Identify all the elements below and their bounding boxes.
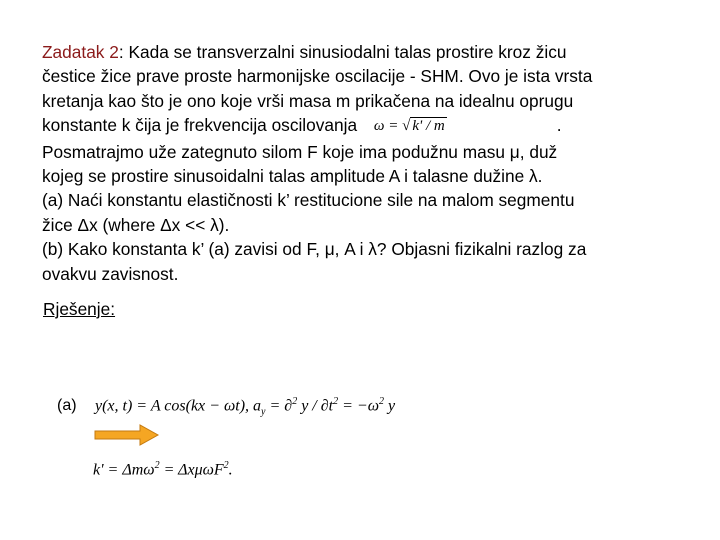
formula-a-segment: y(x, t) = A cos(kx − ωt), a [95, 397, 262, 415]
problem-line-10: ovakvu zavisnost. [42, 263, 179, 284]
problem-line-7: (a) Naći konstantu elastičnosti k’ restitucione sile na malom segmentu [42, 190, 575, 211]
problem-line-6: kojeg se prostire sinusoidalni talas amplitude A i talasne dužine λ. [42, 166, 543, 187]
formula-a-subscript: y [261, 406, 266, 418]
problem-line-5: Posmatrajmo uže zategnuto silom F koje ima podužnu masu μ, duž [42, 141, 558, 162]
problem-line-9: (b) Kako konstanta k’ (a) zavisi od F, μ, A i λ? Objasni fizikalni razlog za [42, 239, 587, 260]
formula-wave-equation [95, 396, 395, 418]
formula-a-segment: = ∂ [265, 397, 293, 415]
solution-heading: Rješenje: [43, 299, 116, 319]
problem-line-2: čestice žice prave proste harmonijske oscilacije - SHM. Ovo je ista vrsta [42, 66, 593, 87]
formula-a-segment: = −ω [338, 397, 379, 415]
sqrt-icon: √ [402, 118, 411, 135]
formula-spring-constant [93, 460, 233, 479]
formula-b-segment: k' = Δmω [93, 461, 155, 479]
problem-number: Zadatak 2 [42, 42, 119, 62]
problem-statement [42, 40, 712, 286]
problem-line-3: kretanja kao što je ono koje vrši masa m prikačena na idealnu oprugu [42, 90, 574, 111]
problem-line-4-end: . [556, 115, 562, 136]
problem-line-4 [42, 113, 712, 139]
formula-a-superscript: 2 [292, 396, 298, 407]
omega-radicand: k' / m [412, 118, 445, 135]
problem-title-text: : Kada se transverzalni sinusiodalni talas prostire kroz žicu [118, 42, 567, 62]
formula-a-superscript: 2 [378, 396, 384, 407]
formula-a-segment: y [383, 397, 396, 415]
formula-b-superscript: 2 [223, 460, 229, 471]
problem-line-4-text: konstante k čija je frekvencija oscilovanja [42, 115, 358, 136]
formula-b-superscript: 2 [154, 460, 160, 471]
problem-title-line [42, 40, 712, 64]
part-a-label: (a) [57, 397, 77, 414]
formula-b-segment: = ΔxμωF [159, 461, 224, 479]
problem-line-8: žice Δx (where Δx << λ). [42, 214, 230, 235]
formula-a-segment: y / ∂t [297, 397, 334, 415]
formula-b-segment: . [228, 461, 233, 479]
right-arrow-icon [94, 424, 160, 446]
formula-a-superscript: 2 [333, 396, 339, 407]
omega-formula [374, 114, 447, 138]
omega-lhs: ω = [373, 118, 403, 135]
